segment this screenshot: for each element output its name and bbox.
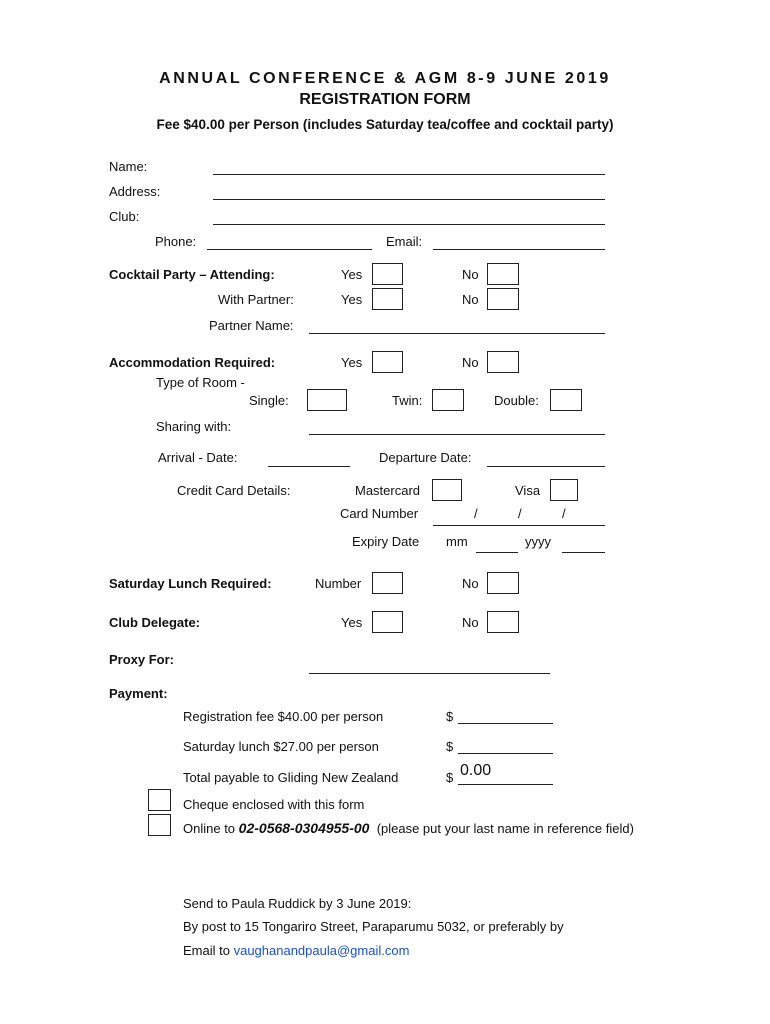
double-label: Double: — [494, 393, 539, 408]
partner-no-checkbox[interactable] — [487, 288, 519, 310]
partner-name-field[interactable] — [309, 333, 605, 334]
lunch-no-checkbox[interactable] — [487, 572, 519, 594]
online-checkbox[interactable] — [148, 814, 171, 836]
mastercard-label: Mastercard — [355, 483, 421, 498]
lunch-no-label: No — [462, 576, 479, 591]
form-title: ANNUAL CONFERENCE & AGM 8-9 JUNE 2019 — [159, 70, 611, 87]
card-number-separator-2: / — [518, 506, 522, 521]
card-number-separator-3: / — [562, 506, 566, 521]
registration-fee-label: Registration fee $40.00 per person — [183, 709, 384, 724]
total-amount-value: 0.00 — [460, 762, 492, 779]
lunch-label: Saturday Lunch Required: — [109, 576, 272, 591]
partner-name-label: Partner Name: — [209, 318, 294, 333]
accommodation-no-checkbox[interactable] — [487, 351, 519, 373]
registration-amount-field[interactable] — [458, 723, 553, 724]
email-field[interactable] — [433, 249, 605, 250]
card-number-separator-1: / — [474, 506, 478, 521]
registration-currency: $ — [446, 709, 454, 724]
delegate-yes-checkbox[interactable] — [372, 611, 403, 633]
expiry-label: Expiry Date — [352, 534, 420, 549]
address-label: Address: — [109, 184, 161, 199]
phone-field[interactable] — [207, 249, 372, 250]
bank-account-number: 02-0568-0304955-00 — [238, 820, 370, 836]
accommodation-yes-checkbox[interactable] — [372, 351, 403, 373]
cocktail-no-checkbox[interactable] — [487, 263, 519, 285]
double-checkbox[interactable] — [550, 389, 582, 411]
accommodation-yes-label: Yes — [341, 355, 363, 370]
email-prefix: Email to — [183, 943, 230, 958]
lunch-number-label: Number — [315, 576, 362, 591]
single-checkbox[interactable] — [307, 389, 347, 411]
arrival-label: Arrival - Date: — [158, 450, 238, 465]
single-label: Single: — [249, 393, 289, 408]
twin-label: Twin: — [392, 393, 423, 408]
total-amount-field[interactable] — [458, 784, 553, 785]
delegate-no-label: No — [462, 615, 479, 630]
expiry-yyyy-label: yyyy — [525, 534, 551, 549]
cocktail-label: Cocktail Party – Attending: — [109, 267, 275, 282]
by-post-text: By post to 15 Tongariro Street, Paraparumu 5032, or preferably by — [183, 919, 564, 934]
lunch-number-field[interactable] — [372, 572, 403, 594]
departure-field[interactable] — [487, 466, 605, 467]
email-line — [183, 943, 409, 958]
mastercard-checkbox[interactable] — [432, 479, 462, 501]
email-link[interactable]: vaughanandpaula@gmail.com — [233, 943, 410, 958]
expiry-mm-field[interactable] — [476, 552, 518, 553]
sharing-label: Sharing with: — [156, 419, 232, 434]
cocktail-no-label: No — [462, 267, 479, 282]
email-label: Email: — [386, 234, 423, 249]
lunch-amount-field[interactable] — [458, 753, 553, 754]
visa-label: Visa — [515, 483, 541, 498]
send-to-text: Send to Paula Ruddick by 3 June 2019: — [183, 896, 412, 911]
cocktail-yes-label: Yes — [341, 267, 363, 282]
card-number-field[interactable] — [433, 525, 605, 526]
partner-yes-label: Yes — [341, 292, 363, 307]
club-field[interactable] — [213, 224, 605, 225]
departure-label: Departure Date: — [379, 450, 472, 465]
phone-label: Phone: — [155, 234, 197, 249]
accommodation-no-label: No — [462, 355, 479, 370]
room-type-label: Type of Room - — [156, 375, 245, 390]
payment-label: Payment: — [109, 686, 168, 701]
club-label: Club: — [109, 209, 140, 224]
twin-checkbox[interactable] — [432, 389, 464, 411]
online-note: (please put your last name in reference field) — [376, 821, 634, 836]
proxy-field[interactable] — [309, 673, 550, 674]
visa-checkbox[interactable] — [550, 479, 578, 501]
delegate-label: Club Delegate: — [109, 615, 201, 630]
online-prefix: Online to — [183, 821, 236, 836]
lunch-fee-label: Saturday lunch $27.00 per person — [183, 739, 379, 754]
card-number-label: Card Number — [340, 506, 419, 521]
cheque-checkbox[interactable] — [148, 789, 171, 811]
delegate-yes-label: Yes — [341, 615, 363, 630]
accommodation-label: Accommodation Required: — [109, 355, 276, 370]
expiry-yyyy-field[interactable] — [562, 552, 605, 553]
total-label: Total payable to Gliding New Zealand — [183, 770, 399, 785]
proxy-label: Proxy For: — [109, 652, 175, 667]
form-subtitle: REGISTRATION FORM — [299, 91, 471, 108]
delegate-no-checkbox[interactable] — [487, 611, 519, 633]
name-label: Name: — [109, 159, 148, 174]
partner-no-label: No — [462, 292, 479, 307]
with-partner-label: With Partner: — [218, 292, 294, 307]
expiry-mm-label: mm — [446, 534, 468, 549]
arrival-field[interactable] — [268, 466, 350, 467]
total-currency: $ — [446, 770, 454, 785]
lunch-currency: $ — [446, 739, 454, 754]
sharing-field[interactable] — [309, 434, 605, 435]
cheque-label: Cheque enclosed with this form — [183, 797, 365, 812]
partner-yes-checkbox[interactable] — [372, 288, 403, 310]
address-field[interactable] — [213, 199, 605, 200]
cocktail-yes-checkbox[interactable] — [372, 263, 403, 285]
online-label — [183, 820, 634, 836]
fee-note: Fee $40.00 per Person (includes Saturday tea/coffee and cocktail party) — [156, 117, 614, 132]
credit-card-label: Credit Card Details: — [177, 483, 291, 498]
name-field[interactable] — [213, 174, 605, 175]
